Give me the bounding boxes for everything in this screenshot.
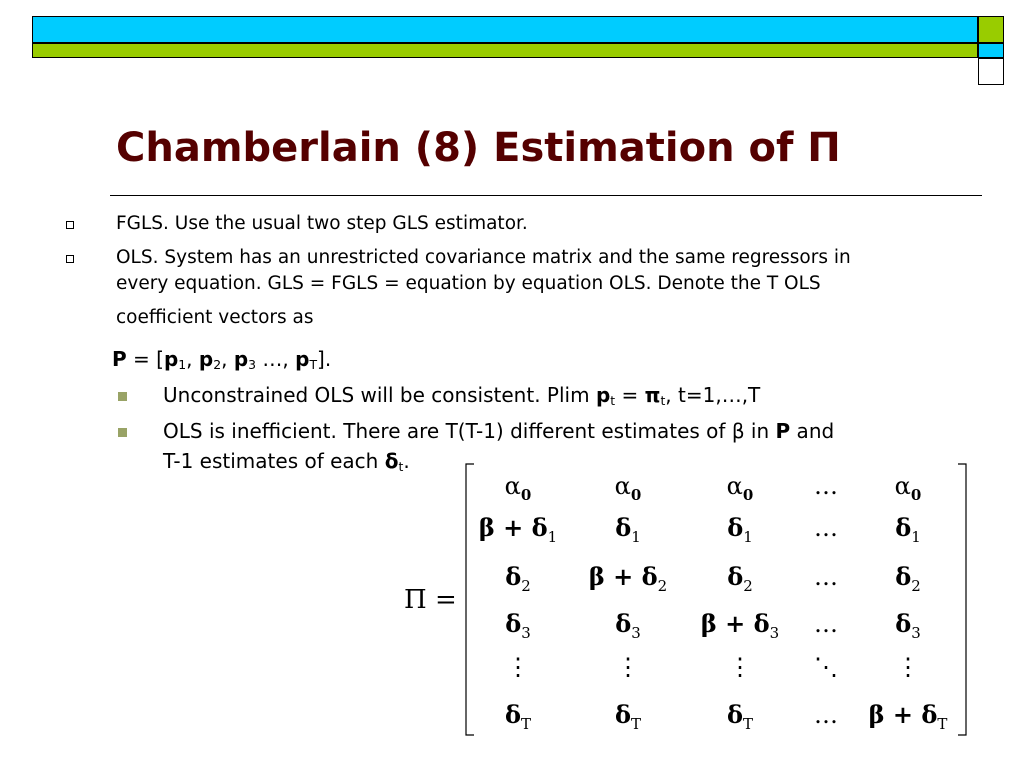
bullet-ols-line3: coefficient vectors as bbox=[116, 307, 314, 328]
p-dots: …, bbox=[256, 347, 296, 371]
matrix-cell-r1-c5: $\alpha_0$ bbox=[894, 472, 922, 504]
header-square-cyan bbox=[978, 43, 1004, 58]
matrix-cell-r6-c3: $\delta_T$ bbox=[726, 700, 754, 733]
matrix-cell-r1-c2: $\alpha_0$ bbox=[614, 472, 642, 504]
matrix-lhs: Π = bbox=[404, 585, 457, 615]
header-square-green bbox=[978, 16, 1004, 43]
sub-3: 3 bbox=[248, 357, 257, 373]
bullet-fgls: FGLS. Use the usual two step GLS estimator. bbox=[116, 213, 528, 234]
sb1-tail: , t=1,…,T bbox=[665, 383, 761, 407]
sb2-delta-t: t bbox=[398, 459, 404, 475]
matrix-cell-r4-c2: $\delta_3$ bbox=[615, 609, 641, 642]
subbullet-inefficient-line2 bbox=[163, 446, 463, 476]
sb1-p: p bbox=[595, 383, 611, 407]
sub-2: 2 bbox=[213, 357, 222, 373]
p1: p bbox=[163, 347, 179, 371]
matrix-cell-r4-c5: $\delta_3$ bbox=[895, 609, 921, 642]
matrix-cell-r2-c2: $\delta_1$ bbox=[615, 513, 641, 546]
matrix-cell-r3-c4: … bbox=[814, 563, 838, 591]
header-bar-green bbox=[32, 43, 978, 58]
header-bar-cyan bbox=[32, 16, 978, 43]
matrix-cell-r4-c3: $\beta + \delta_3$ bbox=[700, 609, 780, 642]
matrix-cell-r1-c3: $\alpha_0$ bbox=[726, 472, 754, 504]
matrix-cell-r6-c5: $\beta + \delta_T$ bbox=[868, 700, 948, 733]
sub-1: 1 bbox=[178, 357, 187, 373]
bullet-ols-line1: OLS. System has an unrestricted covariance matrix and the same regressors in bbox=[116, 247, 851, 268]
sb2-and: and bbox=[790, 419, 835, 443]
sb1-pi: π bbox=[644, 383, 661, 407]
sb2-in: in bbox=[744, 419, 776, 443]
right-bracket bbox=[958, 464, 966, 735]
sb2-line2: T-1 estimates of each bbox=[163, 449, 385, 473]
matrix-cell-r3-c3: $\delta_2$ bbox=[727, 562, 753, 595]
slide-title: Chamberlain (8) Estimation of Π bbox=[116, 125, 841, 171]
p-definition: $P = [p_1$, $p_2$, $p_3$ …, $p_T$]. bbox=[112, 347, 332, 373]
header-square-white bbox=[978, 58, 1004, 85]
matrix-cell-r5-c1: ⋮ bbox=[506, 653, 530, 681]
matrix-cell-r3-c2: $\beta + \delta_2$ bbox=[588, 562, 668, 595]
sb2-beta: β bbox=[731, 419, 745, 443]
matrix-cell-r3-c1: $\delta_2$ bbox=[505, 562, 531, 595]
subbullet-consistent bbox=[163, 380, 963, 410]
filled-square-bullet-icon bbox=[118, 392, 127, 401]
title-rule bbox=[110, 195, 982, 196]
matrix-cell-r6-c4: … bbox=[814, 701, 838, 729]
sb2-P: P bbox=[775, 419, 791, 443]
p-symbol: P bbox=[112, 347, 127, 371]
matrix-cell-r5-c2: ⋮ bbox=[616, 653, 640, 681]
matrix-cell-r4-c1: $\delta_3$ bbox=[505, 609, 531, 642]
bullet-ols-line2: every equation. GLS = FGLS = equation by equation OLS. Denote the T OLS bbox=[116, 273, 821, 294]
hollow-square-bullet-icon bbox=[66, 255, 74, 263]
p2: p bbox=[198, 347, 214, 371]
p3: p bbox=[233, 347, 249, 371]
sb2-text: OLS is inefficient. There are T(T-1) different estimates of bbox=[163, 419, 732, 443]
matrix-cell-r2-c5: $\delta_1$ bbox=[895, 513, 921, 546]
pT: p bbox=[295, 347, 310, 371]
left-bracket bbox=[466, 464, 474, 735]
matrix-cell-r2-c3: $\delta_1$ bbox=[727, 513, 753, 546]
matrix-cell-r1-c4: … bbox=[814, 472, 838, 500]
sb1-t2: t bbox=[660, 393, 666, 409]
matrix-cell-r2-c1: $\beta + \delta_1$ bbox=[478, 513, 558, 546]
p-close: ]. bbox=[317, 347, 332, 371]
matrix-cell-r5-c3: ⋮ bbox=[728, 653, 752, 681]
matrix-cell-r4-c4: … bbox=[814, 610, 838, 638]
hollow-square-bullet-icon bbox=[66, 221, 74, 229]
sb2-delta: δ bbox=[384, 449, 399, 473]
matrix-cell-r5-c5: ⋮ bbox=[896, 653, 920, 681]
subbullet-inefficient-line1 bbox=[163, 416, 963, 446]
p-equals: = [ bbox=[126, 347, 164, 371]
matrix-cell-r2-c4: … bbox=[814, 514, 838, 542]
sb1-t: t bbox=[610, 393, 616, 409]
sb1-text: Unconstrained OLS will be consistent. Plim bbox=[163, 383, 596, 407]
filled-square-bullet-icon bbox=[118, 428, 127, 437]
matrix-cell-r3-c5: $\delta_2$ bbox=[895, 562, 921, 595]
sb1-eq: = bbox=[615, 383, 645, 407]
matrix-cell-r6-c1: $\delta_T$ bbox=[504, 700, 532, 733]
matrix-cell-r5-c4: ⋱ bbox=[814, 653, 838, 681]
matrix-cell-r1-c1: $\alpha_0$ bbox=[504, 472, 532, 504]
sb2-period: . bbox=[403, 449, 410, 473]
matrix-cell-r6-c2: $\delta_T$ bbox=[614, 700, 642, 733]
sub-T: T bbox=[309, 357, 318, 373]
